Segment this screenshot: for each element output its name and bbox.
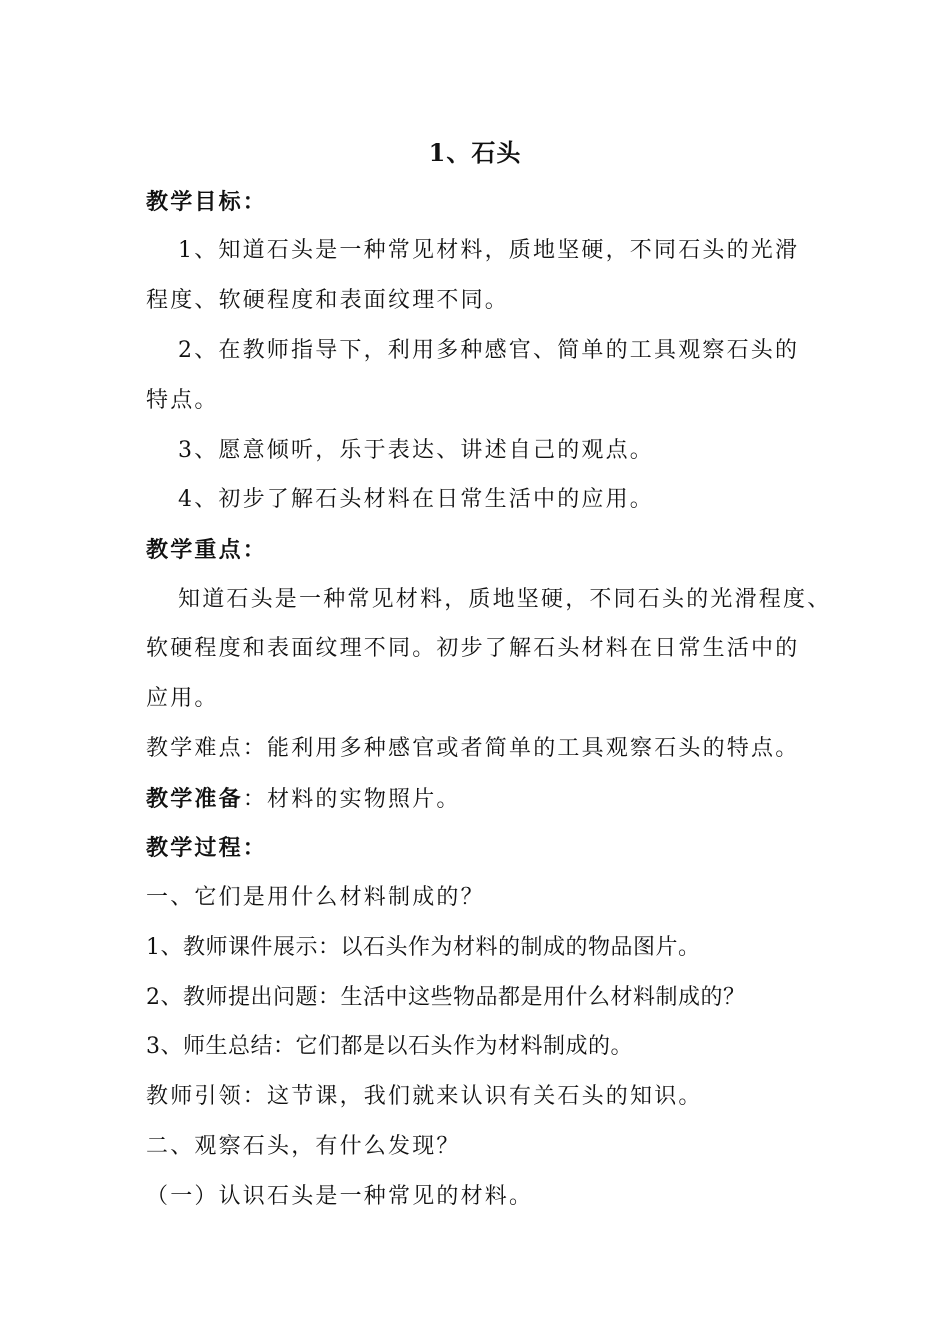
preparation-heading: 教学准备 xyxy=(146,786,243,812)
step-1: 1、教师课件展示：以石头作为材料的制成的物品图片。 xyxy=(146,935,701,960)
section-2-heading: 二、观察石头，有什么发现？ xyxy=(146,1134,461,1159)
difficulty-line: 教学难点：能利用多种感官或者简单的工具观察石头的特点。 xyxy=(146,736,800,761)
process-heading: 教学过程： xyxy=(146,835,268,861)
keypoints-line-1: 知道石头是一种常见材料，质地坚硬，不同石头的光滑程度、 xyxy=(178,587,832,612)
step-2: 2、教师提出问题：生活中这些物品都是用什么材料制成的？ xyxy=(146,985,746,1010)
objectives-heading: 教学目标： xyxy=(146,189,268,215)
subsection-1-heading: （一）认识石头是一种常见的材料。 xyxy=(146,1184,534,1209)
objective-3: 3、愿意倾听，乐于表达、讲述自己的观点。 xyxy=(178,438,654,463)
objective-2-line-2: 特点。 xyxy=(146,388,219,413)
objective-1-line-2: 程度、软硬程度和表面纹理不同。 xyxy=(146,288,510,313)
keypoints-heading: 教学重点： xyxy=(146,537,268,563)
preparation-line xyxy=(146,784,846,815)
keypoints-line-3: 应用。 xyxy=(146,686,219,711)
objective-4: 4、初步了解石头材料在日常生活中的应用。 xyxy=(178,487,654,512)
keypoints-line-2: 软硬程度和表面纹理不同。初步了解石头材料在日常生活中的 xyxy=(146,636,800,661)
teacher-lead: 教师引领：这节课，我们就来认识有关石头的知识。 xyxy=(146,1084,703,1109)
section-1-heading: 一、它们是用什么材料制成的？ xyxy=(146,885,485,910)
preparation-text: ：材料的实物照片。 xyxy=(242,787,461,812)
objective-2-line-1: 2、在教师指导下，利用多种感官、简单的工具观察石头的 xyxy=(178,338,800,363)
step-3: 3、师生总结：它们都是以石头作为材料制成的。 xyxy=(146,1034,633,1059)
document-title: 1、石头 xyxy=(428,138,522,167)
objective-1-line-1: 1、知道石头是一种常见材料，质地坚硬，不同石头的光滑 xyxy=(178,238,800,263)
